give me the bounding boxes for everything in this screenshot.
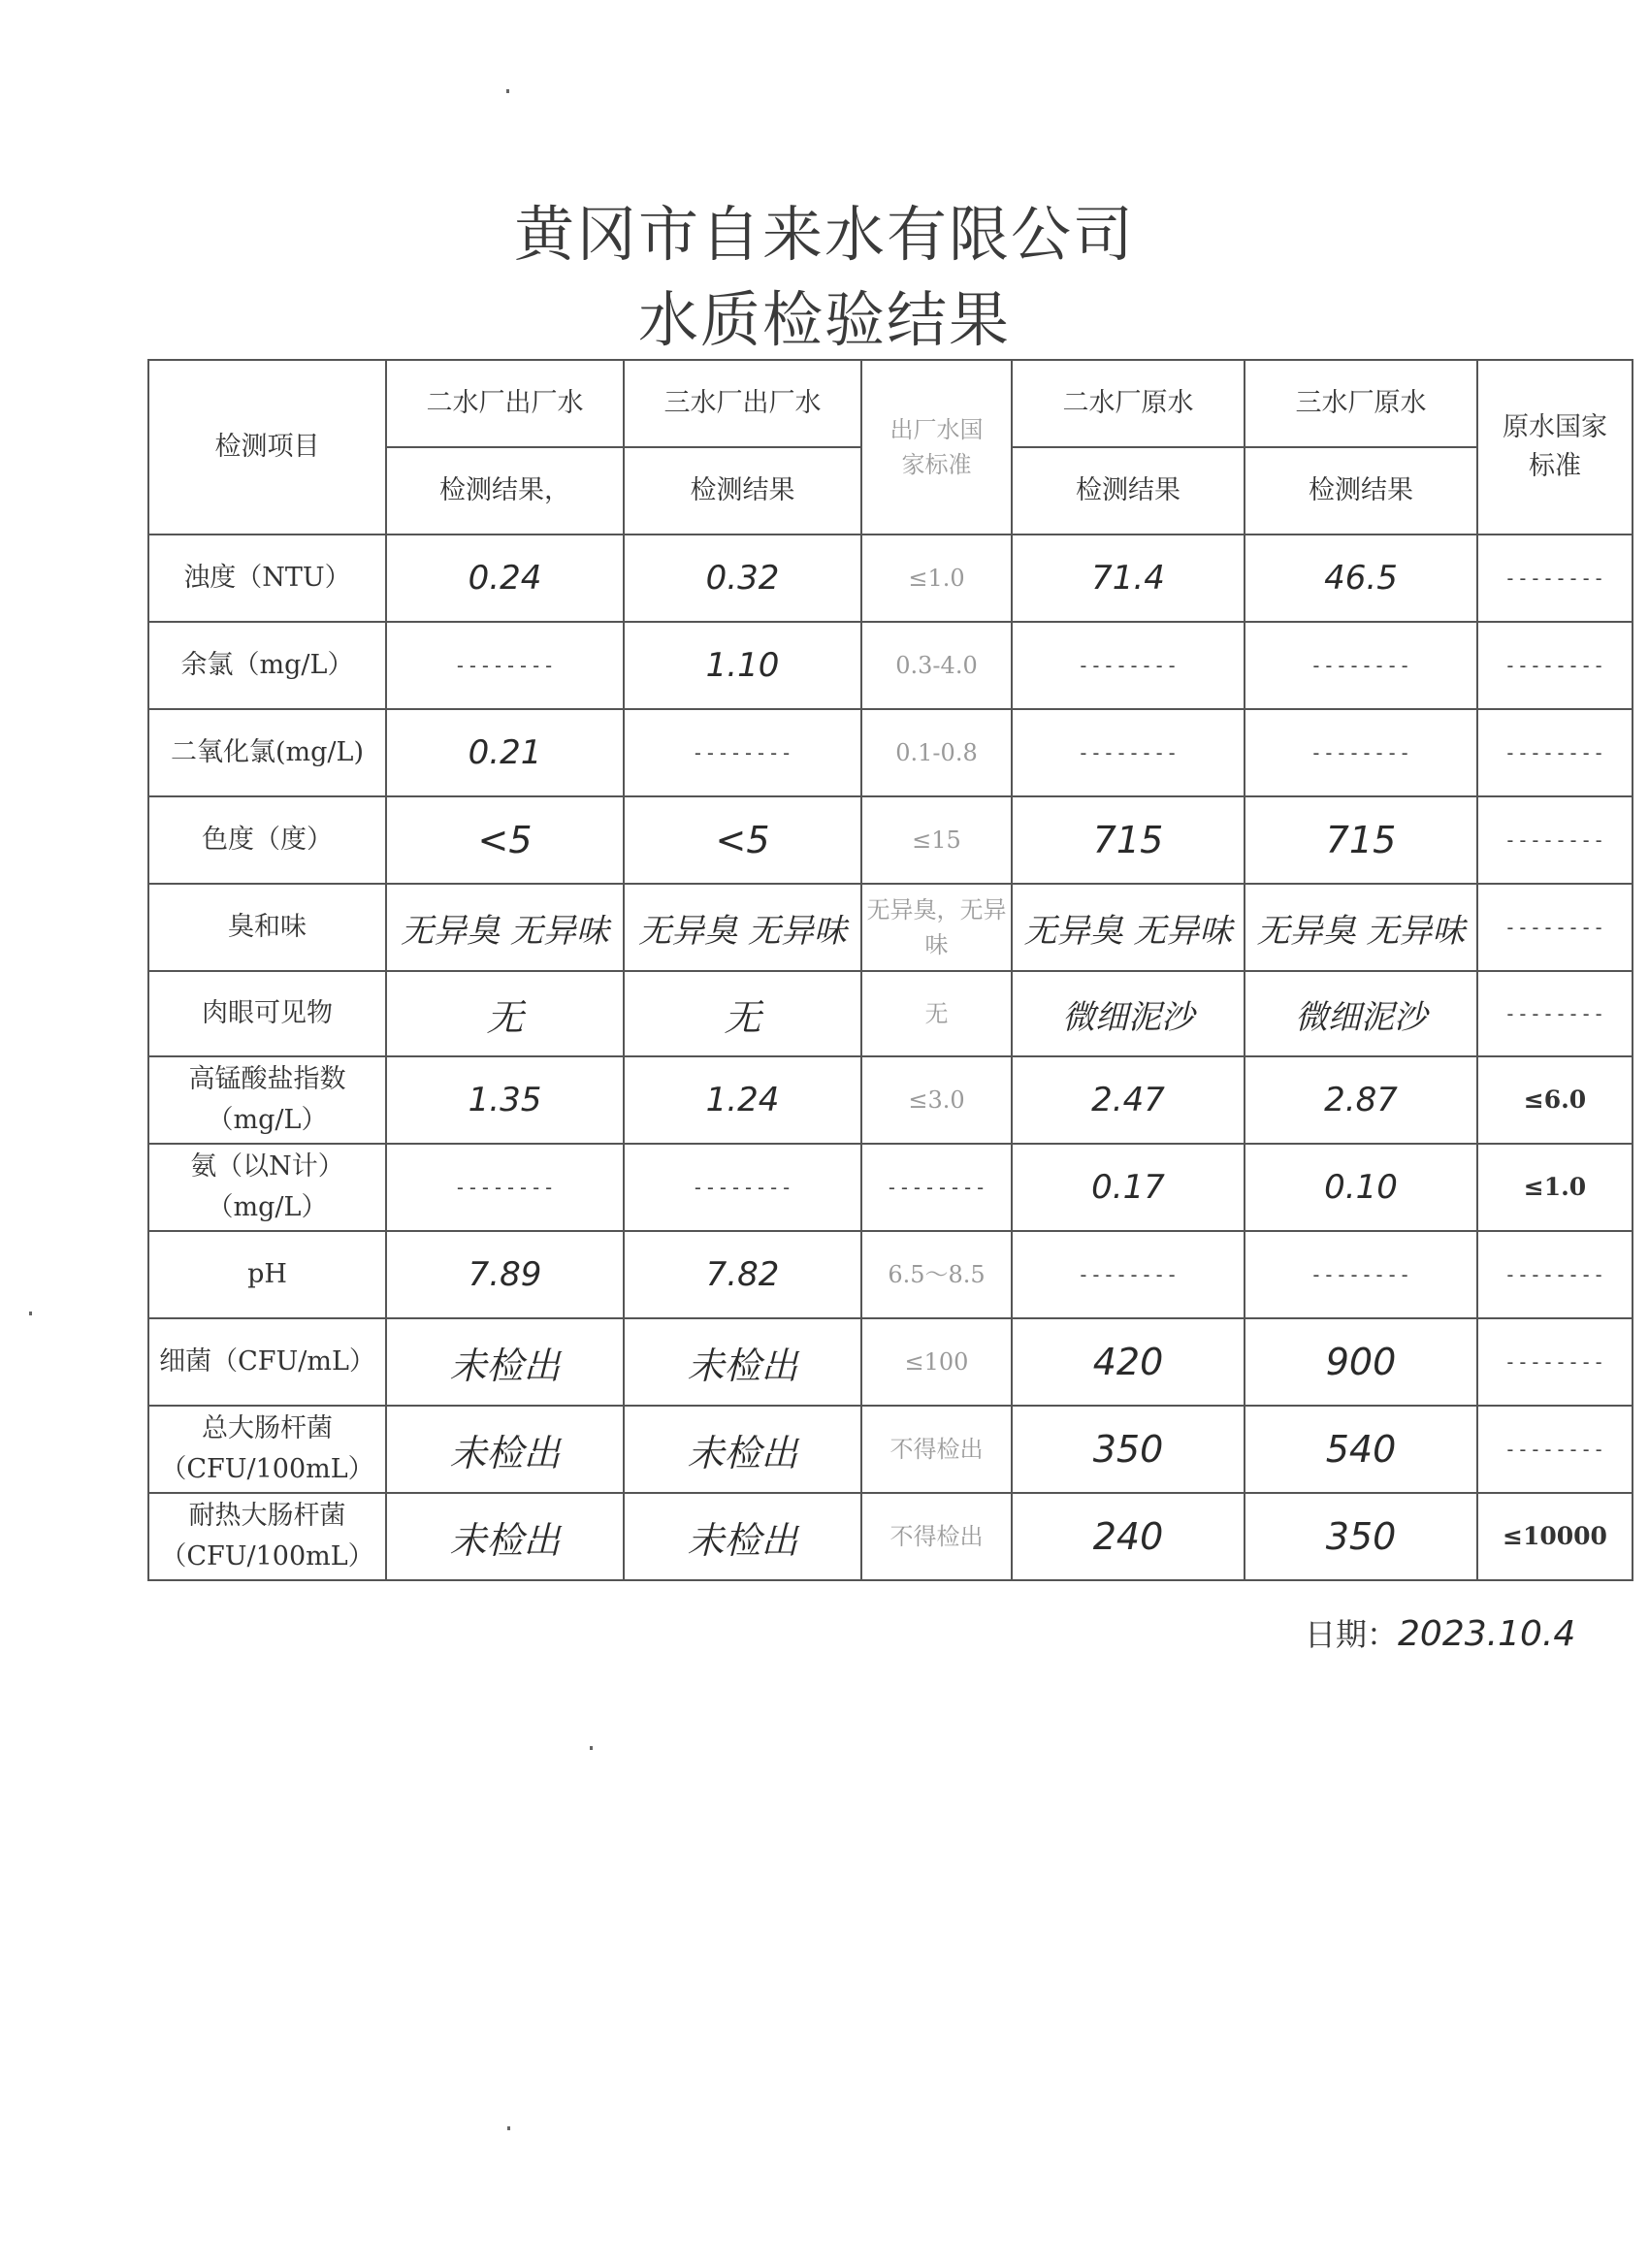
date-label: 日期： xyxy=(1305,1616,1399,1653)
header-plant3-out: 三水厂出厂水 xyxy=(624,360,861,447)
header-plant2-out-sub: 检测结果， xyxy=(386,447,624,535)
cell-plant2-raw: 350 xyxy=(1012,1406,1245,1493)
item-name: 细菌（CFU/mL） xyxy=(159,1346,375,1377)
cell-raw-std: -------- xyxy=(1477,796,1633,884)
item-label xyxy=(148,1406,386,1493)
scan-speck xyxy=(506,89,509,93)
cell-plant3-out: 1.10 xyxy=(624,622,861,709)
scan-speck xyxy=(590,1746,593,1750)
cell-raw-std: -------- xyxy=(1477,1406,1633,1493)
cell-plant2-out: 无 xyxy=(386,971,624,1056)
cell-out-std: ≤3.0 xyxy=(861,1056,1012,1144)
table-row xyxy=(148,1144,1633,1231)
cell-raw-std: ≤10000 xyxy=(1477,1493,1633,1580)
cell-plant3-raw: -------- xyxy=(1245,622,1477,709)
cell-raw-std: -------- xyxy=(1477,709,1633,796)
cell-plant3-raw: -------- xyxy=(1245,1231,1477,1318)
table-row xyxy=(148,1056,1633,1144)
cell-plant3-raw: 微细泥沙 xyxy=(1245,971,1477,1056)
cell-plant3-raw: -------- xyxy=(1245,709,1477,796)
item-name: 耐热大肠杆菌 xyxy=(188,1501,346,1532)
item-name: 氨（以N计） xyxy=(190,1151,344,1183)
cell-out-std: 6.5～8.5 xyxy=(861,1231,1012,1318)
cell-raw-std: ≤1.0 xyxy=(1477,1144,1633,1231)
cell-plant3-raw: 无异臭 无异味 xyxy=(1245,884,1477,971)
cell-out-std: 0.1-0.8 xyxy=(861,709,1012,796)
cell-plant2-raw: -------- xyxy=(1012,622,1245,709)
item-label xyxy=(148,622,386,709)
cell-plant2-out: 7.89 xyxy=(386,1231,624,1318)
cell-plant2-out: 未检出 xyxy=(386,1493,624,1580)
scan-speck xyxy=(507,2126,510,2130)
item-unit: （mg/L） xyxy=(207,1105,328,1135)
item-label xyxy=(148,1231,386,1318)
item-label xyxy=(148,796,386,884)
header-raw-std: 原水国家标准 xyxy=(1477,360,1633,535)
document-title: 黄冈市自来水有限公司 xyxy=(513,199,1135,270)
item-name: 肉眼可见物 xyxy=(202,998,333,1029)
cell-plant2-raw: -------- xyxy=(1012,1231,1245,1318)
cell-out-std: 不得检出 xyxy=(861,1493,1012,1580)
table-row xyxy=(148,796,1633,884)
item-label xyxy=(148,1056,386,1144)
cell-raw-std: -------- xyxy=(1477,535,1633,622)
cell-plant2-raw: 无异臭 无异味 xyxy=(1012,884,1245,971)
header-plant2-out: 二水厂出厂水 xyxy=(386,360,624,447)
item-name: 余氯（mg/L） xyxy=(180,650,354,681)
cell-plant2-out: -------- xyxy=(386,1144,624,1231)
item-name: 二氧化氯(mg/L) xyxy=(171,737,364,768)
cell-plant2-out: 0.24 xyxy=(386,535,624,622)
item-unit: （mg/L） xyxy=(207,1192,328,1222)
cell-raw-std: -------- xyxy=(1477,622,1633,709)
cell-out-std: 不得检出 xyxy=(861,1406,1012,1493)
header-plant3-out-sub: 检测结果 xyxy=(624,447,861,535)
cell-plant2-raw: 715 xyxy=(1012,796,1245,884)
cell-plant3-raw: 46.5 xyxy=(1245,535,1477,622)
table-row xyxy=(148,971,1633,1056)
cell-out-std: 0.3-4.0 xyxy=(861,622,1012,709)
cell-plant2-raw: -------- xyxy=(1012,709,1245,796)
item-name: 臭和味 xyxy=(228,912,307,943)
table-row xyxy=(148,1406,1633,1493)
table-body xyxy=(148,535,1633,1580)
cell-out-std: -------- xyxy=(861,1144,1012,1231)
cell-raw-std: -------- xyxy=(1477,971,1633,1056)
cell-plant2-raw: 240 xyxy=(1012,1493,1245,1580)
cell-plant2-raw: 420 xyxy=(1012,1318,1245,1406)
item-unit: （CFU/100mL） xyxy=(160,1454,374,1484)
cell-plant3-out: 未检出 xyxy=(624,1406,861,1493)
cell-plant3-raw: 715 xyxy=(1245,796,1477,884)
cell-plant2-raw: 2.47 xyxy=(1012,1056,1245,1144)
item-label xyxy=(148,1318,386,1406)
cell-plant3-out: 1.24 xyxy=(624,1056,861,1144)
cell-plant2-out: 0.21 xyxy=(386,709,624,796)
cell-plant3-out: -------- xyxy=(624,709,861,796)
item-name: pH xyxy=(247,1259,287,1290)
cell-plant3-raw: 2.87 xyxy=(1245,1056,1477,1144)
cell-plant2-out: 无异臭 无异味 xyxy=(386,884,624,971)
table-row xyxy=(148,1231,1633,1318)
item-unit: （CFU/100mL） xyxy=(160,1541,374,1571)
cell-plant2-out: 未检出 xyxy=(386,1406,624,1493)
cell-plant2-out: <5 xyxy=(386,796,624,884)
cell-plant3-out: 0.32 xyxy=(624,535,861,622)
cell-plant3-out: -------- xyxy=(624,1144,861,1231)
cell-plant3-raw: 540 xyxy=(1245,1406,1477,1493)
table-row xyxy=(148,622,1633,709)
cell-plant2-out: 未检出 xyxy=(386,1318,624,1406)
cell-plant3-out: 未检出 xyxy=(624,1493,861,1580)
cell-plant3-raw: 0.10 xyxy=(1245,1144,1477,1231)
cell-out-std: ≤15 xyxy=(861,796,1012,884)
table-row xyxy=(148,709,1633,796)
scan-speck xyxy=(29,1312,32,1315)
item-label xyxy=(148,709,386,796)
item-label xyxy=(148,971,386,1056)
cell-out-std: 无异臭，无异味 xyxy=(861,884,1012,971)
water-quality-table xyxy=(147,359,1633,1581)
cell-plant3-raw: 900 xyxy=(1245,1318,1477,1406)
item-label xyxy=(148,1144,386,1231)
table-row xyxy=(148,884,1633,971)
item-name: 总大肠杆菌 xyxy=(202,1413,333,1444)
table-row xyxy=(148,535,1633,622)
cell-plant3-raw: 350 xyxy=(1245,1493,1477,1580)
cell-plant3-out: 无异臭 无异味 xyxy=(624,884,861,971)
cell-out-std: ≤1.0 xyxy=(861,535,1012,622)
header-out-std: 出厂水国家标准 xyxy=(861,360,1012,535)
cell-plant3-out: <5 xyxy=(624,796,861,884)
item-label xyxy=(148,884,386,971)
cell-plant2-out: -------- xyxy=(386,622,624,709)
cell-plant3-out: 7.82 xyxy=(624,1231,861,1318)
cell-out-std: 无 xyxy=(861,971,1012,1056)
header-item: 检测项目 xyxy=(148,360,386,535)
table-row xyxy=(148,1493,1633,1580)
cell-plant2-raw: 0.17 xyxy=(1012,1144,1245,1231)
cell-plant2-raw: 71.4 xyxy=(1012,535,1245,622)
item-name: 浊度（NTU） xyxy=(183,563,351,594)
header-plant2-raw-sub: 检测结果 xyxy=(1012,447,1245,535)
table-row xyxy=(148,1318,1633,1406)
cell-plant3-out: 未检出 xyxy=(624,1318,861,1406)
item-name: 高锰酸盐指数 xyxy=(188,1064,346,1095)
date-line xyxy=(1305,1610,1575,1655)
cell-plant2-raw: 微细泥沙 xyxy=(1012,971,1245,1056)
cell-plant2-out: 1.35 xyxy=(386,1056,624,1144)
cell-raw-std: ≤6.0 xyxy=(1477,1056,1633,1144)
item-label xyxy=(148,1493,386,1580)
header-plant2-raw: 二水厂原水 xyxy=(1012,360,1245,447)
date-value: 2023.10.4 xyxy=(1398,1614,1576,1654)
cell-raw-std: -------- xyxy=(1477,884,1633,971)
document-subtitle: 水质检验结果 xyxy=(637,284,1011,355)
cell-plant3-out: 无 xyxy=(624,971,861,1056)
item-label xyxy=(148,535,386,622)
header-plant3-raw: 三水厂原水 xyxy=(1245,360,1477,447)
cell-raw-std: -------- xyxy=(1477,1231,1633,1318)
header-plant3-raw-sub: 检测结果 xyxy=(1245,447,1477,535)
item-name: 色度（度） xyxy=(202,825,333,856)
cell-out-std: ≤100 xyxy=(861,1318,1012,1406)
cell-raw-std: -------- xyxy=(1477,1318,1633,1406)
